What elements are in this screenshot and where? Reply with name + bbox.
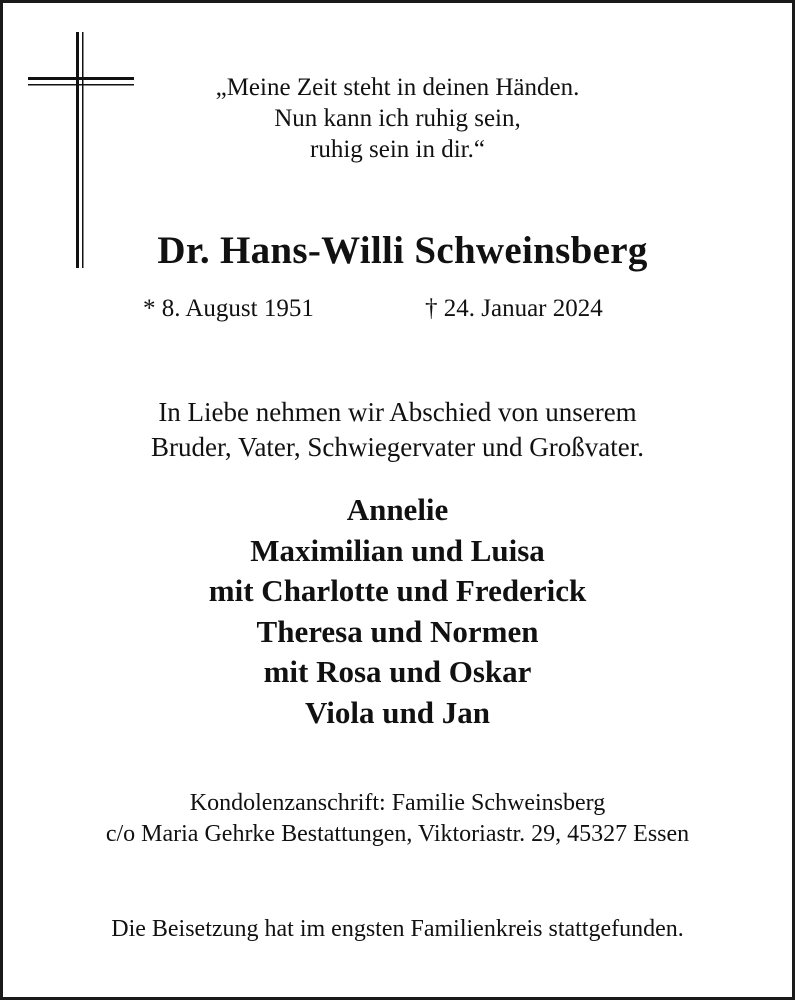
burial-note: Die Beisetzung hat im engsten Familienkreis stattgefunden. [111,916,684,942]
birth-date: * 8. August 1951 [143,295,314,322]
mourners-list [0,490,795,733]
mourner-line: Annelie [346,492,449,527]
quote-line: ruhig sein in dir.“ [310,136,485,163]
deceased-name: Dr. Hans-Willi Schweinsberg [157,229,648,272]
farewell-line: Bruder, Vater, Schwiegervater und Großvater. [151,432,644,462]
mourner-line: mit Rosa und Oskar [263,654,532,689]
quote-line: „Meine Zeit steht in deinen Händen. [215,74,580,101]
death-date: † 24. Januar 2024 [425,295,603,322]
mourner-line: Theresa und Normen [256,613,539,649]
address-line: Kondolenzanschrift: Familie Schweinsberg [189,790,606,816]
address-line: c/o Maria Gehrke Bestattungen, Viktoriastr. 29, 45327 Essen [105,821,690,847]
bible-quote [0,72,795,165]
mourner-line: mit Charlotte und Frederick [208,573,587,608]
quote-line: Nun kann ich ruhig sein, [274,105,521,132]
farewell-text [0,395,795,465]
mourner-line: Maximilian und Luisa [250,532,545,568]
farewell-line: In Liebe nehmen wir Abschied von unserem [158,397,637,427]
mourner-line: Viola und Jan [305,694,490,730]
condolence-address [0,788,795,850]
